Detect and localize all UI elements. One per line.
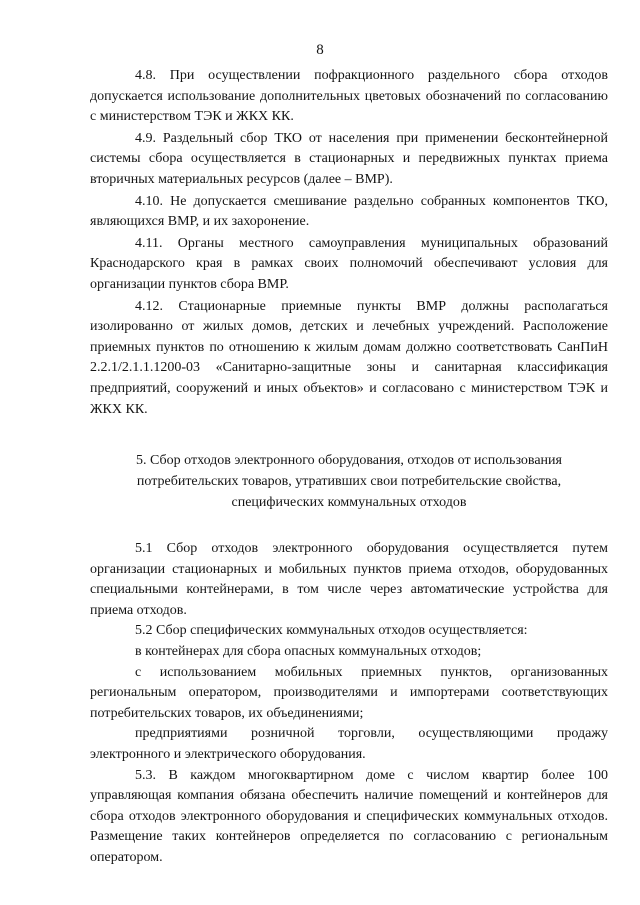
paragraph-5-2-item-retail: предприятиями розничной торговли, осуществляющими продажу электронного и электрического оборудования. (90, 726, 608, 763)
page-number: 8 (316, 42, 324, 58)
paragraph-5-2-item-mobile: с использованием мобильных приемных пунктов, организованных региональным оператором, производителями и импортерами соответствующих потребительских товаров, их объединениями; (90, 664, 608, 721)
paragraph-4-8: 4.8. При осуществлении пофракционного раздельного сбора отходов допускается использование дополнительных цветовых обозначений по согласованию с министерством ТЭК и ЖКХ КК. (90, 68, 608, 125)
document-body (90, 66, 608, 869)
paragraph-4-11: 4.11. Органы местного самоуправления муниципальных образований Краснодарского края в рамках своих полномочий обеспечивают условия для организации пунктов сбора ВМР. (90, 235, 608, 292)
paragraph-5-3: 5.3. В каждом многоквартирном доме с числом квартир более 100 управляющая компания обязана обеспечить наличие помещений и контейнеров для сбора отходов электронного оборудования и специфических коммунальных отходов. Размещение таких контейнеров определяется по согласованию с региональным оператором. (90, 767, 608, 865)
paragraph-4-10: 4.10. Не допускается смешивание раздельно собранных компонентов ТКО, являющихся ВМР, и их захоронение. (90, 193, 608, 230)
section-5-heading: 5. Сбор отходов электронного оборудования, отходов от использования потребительских товаров, утративших свои потребительские свойства, специфических коммунальных отходов (136, 453, 562, 511)
paragraph-5-2-item-containers: в контейнерах для сбора опасных коммунальных отходов; (135, 644, 482, 660)
paragraph-4-9: 4.9. Раздельный сбор ТКО от населения при применении бесконтейнерной системы сбора осуществляется в стационарных и передвижных пунктах приема вторичных материальных ресурсов (далее – ВМР). (90, 130, 608, 187)
paragraph-4-12: 4.12. Стационарные приемные пункты ВМР должны располагаться изолированно от жилых домов, детских и лечебных учреждений. Расположение приемных пунктов по отношению к жилым домам должно соответствовать СанПиН 2.2.1/2.1.1.1200-03 «Санитарно-защитные зоны и санитарная классификация предприятий, сооружений и иных объектов» и согласовано с министерством ТЭК и ЖКХ КК. (90, 298, 608, 417)
paragraph-5-2: 5.2 Сбор специфических коммунальных отходов осуществляется: (135, 623, 528, 639)
paragraph-5-1: 5.1 Сбор отходов электронного оборудования осуществляется путем организации стационарных и мобильных пунктов приема отходов, оборудованных специальными контейнерами, в том числе через автоматические устройства для приема отходов. (90, 541, 608, 618)
